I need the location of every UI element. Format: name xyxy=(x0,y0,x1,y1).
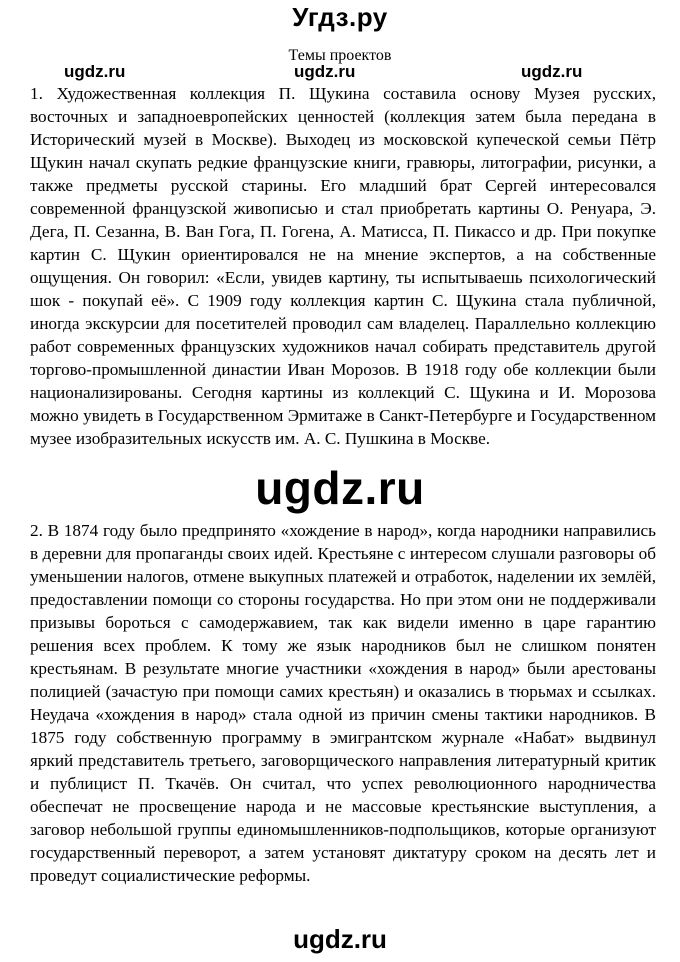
watermark-bottom: ugdz.ru xyxy=(293,924,387,954)
site-title: Угдз.ру xyxy=(292,2,388,32)
page-heading: Темы проектов xyxy=(288,47,392,64)
paragraph-1: 1. Художественная коллекция П. Щукина составила основу Музея русских, восточных и западноевропейских ценностей (коллекция затем была передана в Исторический музей в Москве). Выходец из московской купеческой семьи Пётр Щукин начал скупать редкие французские книги, гравюры, литографии, рисунки, а также предметы русской старины. Его младший брат Сергей интересовался современной французской живописью и стал приобретать картины О. Ренуара, Э. Дега, П. Сезанна, В. Ван Гога, П. Гогена, А. Матисса, П. Пикассо и др. При покупке картин С. Щукин ориентировался не на мнение экспертов, а на собственные ощущения. Он говорил: «Если, увидев картину, ты испытываешь психологический шок - покупай её». С 1909 году коллекция картин С. Щукина стала публичной, иногда экскурсии для посетителей проводил сам владелец. Параллельно коллекцию работ современных французских художников начал собирать представитель другой торгово-промышленной династии Иван Морозов. В 1918 году обе коллекции были национализированы. Сегодня картины из коллекций С. Щукина и И. Морозова можно увидеть в Государственном Эрмитаже в Санкт-Петербурге и Государственном музее изобразительных искусств им. А. С. Пушкина в Москве. xyxy=(30,84,656,448)
watermark-top-left: ugdz.ru xyxy=(64,62,126,81)
watermark-top-center: ugdz.ru xyxy=(294,62,356,81)
paragraph-2: 2. В 1874 году было предпринято «хождение в народ», когда народники направились в деревни для пропаганды своих идей. Крестьяне с интересом слушали разговоры об уменьшении налогов, отмене выкупных платежей и отработок, наделении их землёй, предоставлении помощи со стороны государства. Но при этом они не поддерживали призывы бороться с самодержавием, так как видели именно в царе гарантию решения всех проблем. К тому же язык народников был не слишком понятен крестьянам. В результате многие участники «хождения в народ» были арестованы полицией (зачастую при помощи самих крестьян) и оказались в тюрьмах и ссылках. Неудача «хождения в народ» стала одной из причин смены тактики народников. В 1875 году собственную программу в эмигрантском журнале «Набат» выдвинул яркий представитель третьего, заговорщического направления литературный критик и публицист П. Ткачёв. Он считал, что успех революционного народничества обеспечат не просвещение народа и не массовые крестьянские выступления, а заговор небольшой группы единомышленников-подпольщиков, которые организуют государственный переворот, а затем установят диктатуру сроком на десять лет и проведут социалистические реформы. xyxy=(30,521,656,885)
watermark-middle: ugdz.ru xyxy=(255,462,425,514)
watermark-top-right: ugdz.ru xyxy=(521,62,583,81)
